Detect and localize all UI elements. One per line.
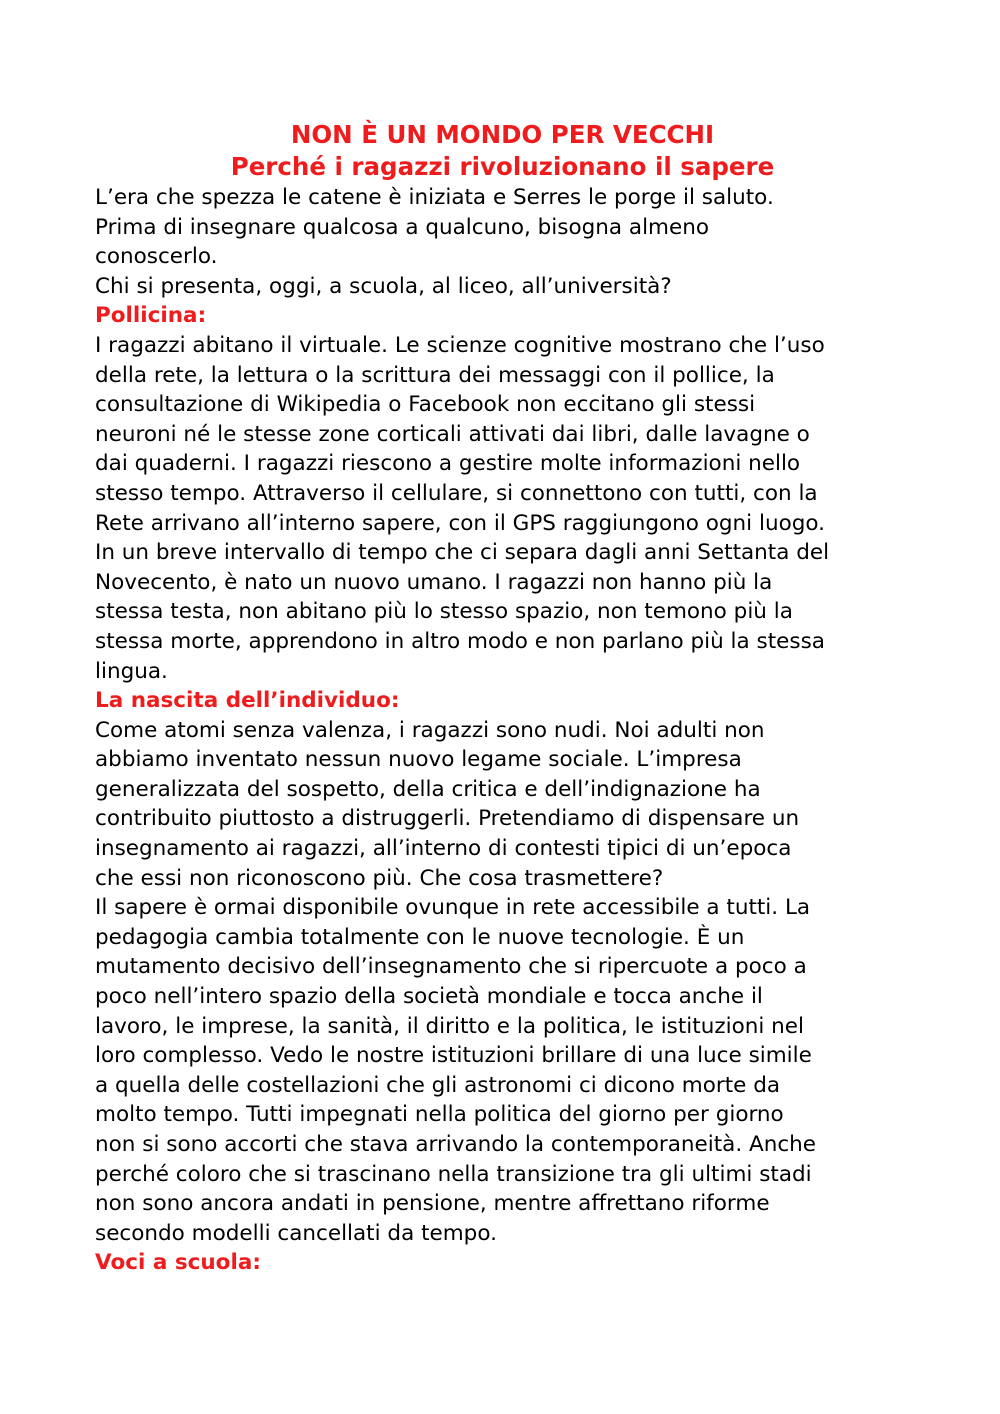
body-text-line: Il sapere è ormai disponibile ovunque in rete accessibile a tutti. La bbox=[95, 895, 811, 921]
body-text-line: poco nell’intero spazio della società mondiale e tocca anche il bbox=[95, 984, 763, 1010]
body-text-line: lavoro, le imprese, la sanità, il diritto e la politica, le istituzioni nel bbox=[95, 1013, 805, 1039]
document-page bbox=[95, 119, 910, 1278]
body-text-line: lingua. bbox=[95, 658, 168, 684]
body-text-line: stessa testa, non abitano più lo stesso spazio, non temono più la bbox=[95, 599, 793, 625]
body-text-line: mutamento decisivo dell’insegnamento che si ripercuote a poco a bbox=[95, 954, 807, 980]
body-text-line: non si sono accorti che stava arrivando la contemporaneità. Anche bbox=[95, 1132, 817, 1157]
body-text-line: L’era che spezza le catene è iniziata e Serres le porge il saluto. bbox=[95, 185, 774, 210]
body-text-line: generalizzata del sospetto, della critica e dell’indignazione ha bbox=[95, 776, 761, 802]
body-text-line: a quella delle costellazioni che gli astronomi ci dicono morte da bbox=[95, 1072, 781, 1098]
body-text-line: Prima di insegnare qualcosa a qualcuno, bisogna almeno bbox=[95, 214, 710, 240]
body-text-line: dai quaderni. I ragazzi riescono a gestire molte informazioni nello bbox=[95, 451, 801, 477]
section-heading: Pollicina: bbox=[95, 303, 207, 329]
body-text-line: neuroni né le stesse zone corticali attivati dai libri, dalle lavagne o bbox=[95, 421, 810, 447]
body-text-line: perché coloro che si trascinano nella transizione tra gli ultimi stadi bbox=[95, 1161, 812, 1187]
body-text-line: In un breve intervallo di tempo che ci separa dagli anni Settanta del bbox=[95, 540, 830, 566]
section-heading: La nascita dell’individuo: bbox=[95, 688, 400, 714]
body-text-line: stessa morte, apprendono in altro modo e non parlano più la stessa bbox=[95, 628, 825, 654]
body-text-line: consultazione di Wikipedia o Facebook non eccitano gli stessi bbox=[95, 392, 756, 418]
body-text-line: contribuito piuttosto a distruggerli. Pretendiamo di dispensare un bbox=[95, 806, 800, 832]
body-text-line: conoscerlo. bbox=[95, 244, 218, 270]
body-text-line: abbiamo inventato nessun nuovo legame sociale. L’impresa bbox=[95, 747, 742, 773]
body-text-line: I ragazzi abitano il virtuale. Le scienze cognitive mostrano che l’uso bbox=[95, 332, 825, 358]
body-text-line: secondo modelli cancellati da tempo. bbox=[95, 1220, 497, 1246]
body-text-line: Novecento, è nato un nuovo umano. I ragazzi non hanno più la bbox=[95, 569, 773, 595]
body-text-line: Come atomi senza valenza, i ragazzi sono nudi. Noi adulti non bbox=[95, 717, 765, 743]
body-text-line: pedagogia cambia totalmente con le nuove tecnologie. È un bbox=[95, 924, 745, 950]
section-heading: Voci a scuola: bbox=[95, 1250, 261, 1276]
body-text-line: insegnamento ai ragazzi, all’interno di contesti tipici di un’epoca bbox=[95, 836, 792, 862]
body-text-line: della rete, la lettura o la scrittura dei messaggi con il pollice, la bbox=[95, 362, 775, 388]
body-text-line: molto tempo. Tutti impegnati nella politica del giorno per giorno bbox=[95, 1102, 784, 1128]
body-text-line: Rete arrivano all’interno sapere, con il GPS raggiungono ogni luogo. bbox=[95, 510, 825, 536]
body-text-line: che essi non riconoscono più. Che cosa trasmettere? bbox=[95, 865, 664, 891]
body-text-line: Chi si presenta, oggi, a scuola, al liceo, all’università? bbox=[95, 273, 672, 299]
body-text-line: stesso tempo. Attraverso il cellulare, si connettono con tutti, con la bbox=[95, 480, 818, 506]
document-body bbox=[95, 183, 910, 1278]
body-text-line: non sono ancora andati in pensione, mentre affrettano riforme bbox=[95, 1191, 770, 1217]
page-subtitle: Perché i ragazzi rivoluzionano il sapere bbox=[230, 152, 775, 181]
body-text-line: loro complesso. Vedo le nostre istituzioni brillare di una luce simile bbox=[95, 1043, 812, 1069]
page-title: NON È UN MONDO PER VECCHI bbox=[290, 120, 715, 149]
